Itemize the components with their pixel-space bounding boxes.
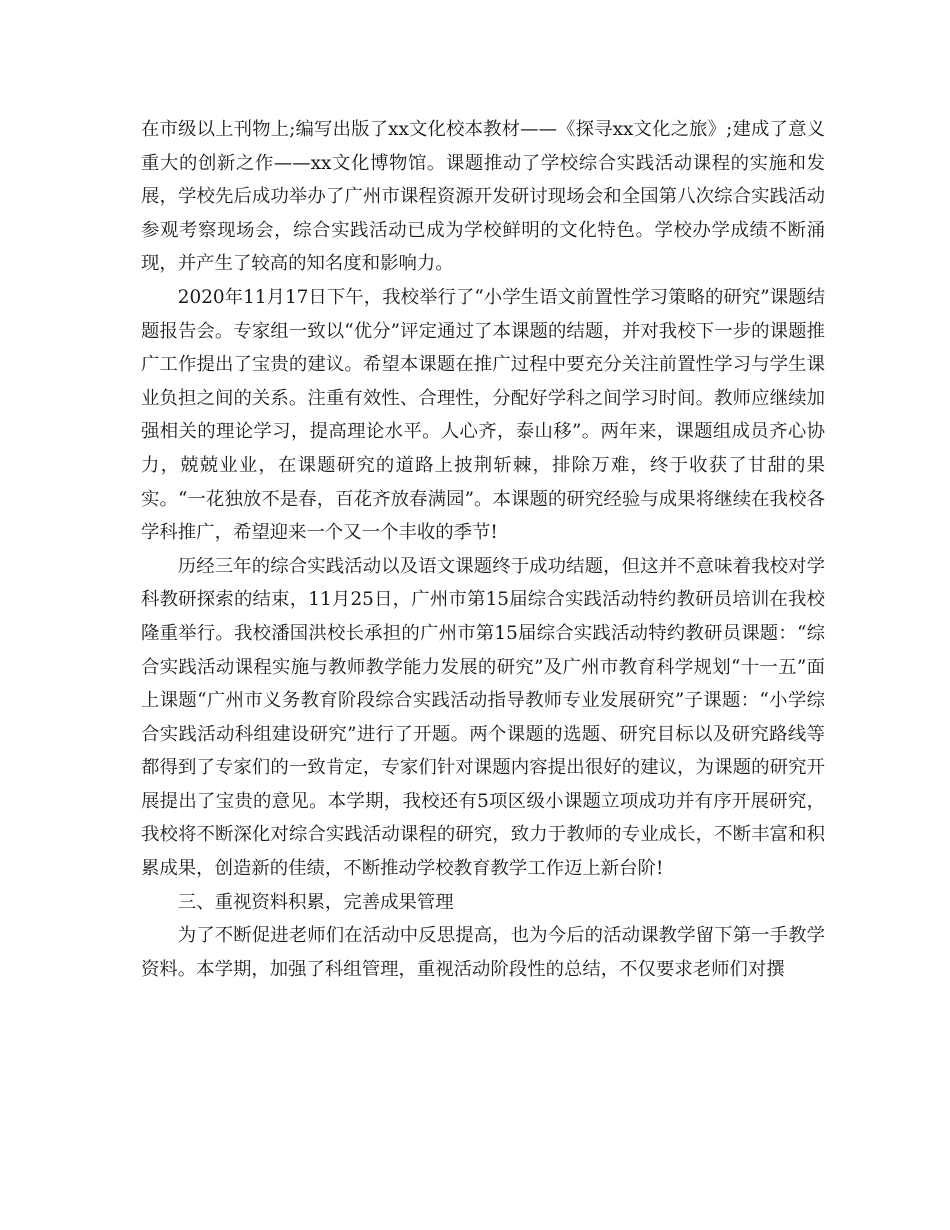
section-heading: 三、重视资料积累，完善成果管理 bbox=[177, 891, 454, 913]
paragraph-conclusion-meeting: 2020年11月17日下午，我校举行了“小学生语文前置性学习策略的研究”课题结题报告会。专家组一致以“优分”评定通过了本课题的结题，并对我校下一步的课题推广工作提出了宝贵的建议。希望本课题在推广过程中要充分关注前置性学习与学生课业负担之间的关系。注重有效性、合理性，分配好学科之间学习时间。教师应继续加强相关的理论学习，提高理论水平。人心齐，泰山移”。两年来，课题组成员齐心协力，兢兢业业，在课题研究的道路上披荆斩棘，排除万难，终于收获了甘甜的果实。“一花独放不是春，百花齐放春满园”。本课题的研究经验与成果将继续在我校各学科推广，希望迎来一个又一个丰收的季节! bbox=[141, 286, 825, 544]
paragraph-publications: 在市级以上刊物上;编写出版了xx文化校本教材——《探寻xx文化之旅》;建成了意义重大的创新之作——xx文化博物馆。课题推动了学校综合实践活动课程的实施和发展，学校先后成功举办了广州市课程资源开发研讨现场会和全国第八次综合实践活动参观考察现场会，综合实践活动已成为学校鲜明的文化特色。学校办学成绩不断涌现，并产生了较高的知名度和影响力。 bbox=[141, 119, 825, 275]
paragraph-material-accumulation: 为了不断促进老师们在活动中反思提高，也为今后的活动课教学留下第一手教学资料。本学期，加强了科组管理，重视活动阶段性的总结，不仅要求老师们对撰 bbox=[141, 925, 825, 980]
document-body bbox=[141, 113, 825, 986]
paragraph-research-opening: 历经三年的综合实践活动以及语文课题终于成功结题，但这并不意味着我校对学科教研探索的结束，11月25日，广州市第15届综合实践活动特约教研员培训在我校隆重举行。我校潘国洪校长承担的广州市第15届综合实践活动特约教研员课题：“综合实践活动课程实施与教师教学能力发展的研究”及广州市教育科学规划“十一五”面上课题“广州市义务教育阶段综合实践活动指导教师专业发展研究”子课题：“小学综合实践活动科组建设研究”进行了开题。两个课题的选题、研究目标以及研究路线等都得到了专家们的一致肯定，专家们针对课题内容提出很好的建议，为课题的研究开展提出了宝贵的意见。本学期，我校还有5项区级小课题立项成功并有序开展研究，我校将不断深化对综合实践活动课程的研究，致力于教师的专业成长，不断丰富和积累成果，创造新的佳绩，不断推动学校教育教学工作迈上新台阶! bbox=[141, 555, 825, 880]
